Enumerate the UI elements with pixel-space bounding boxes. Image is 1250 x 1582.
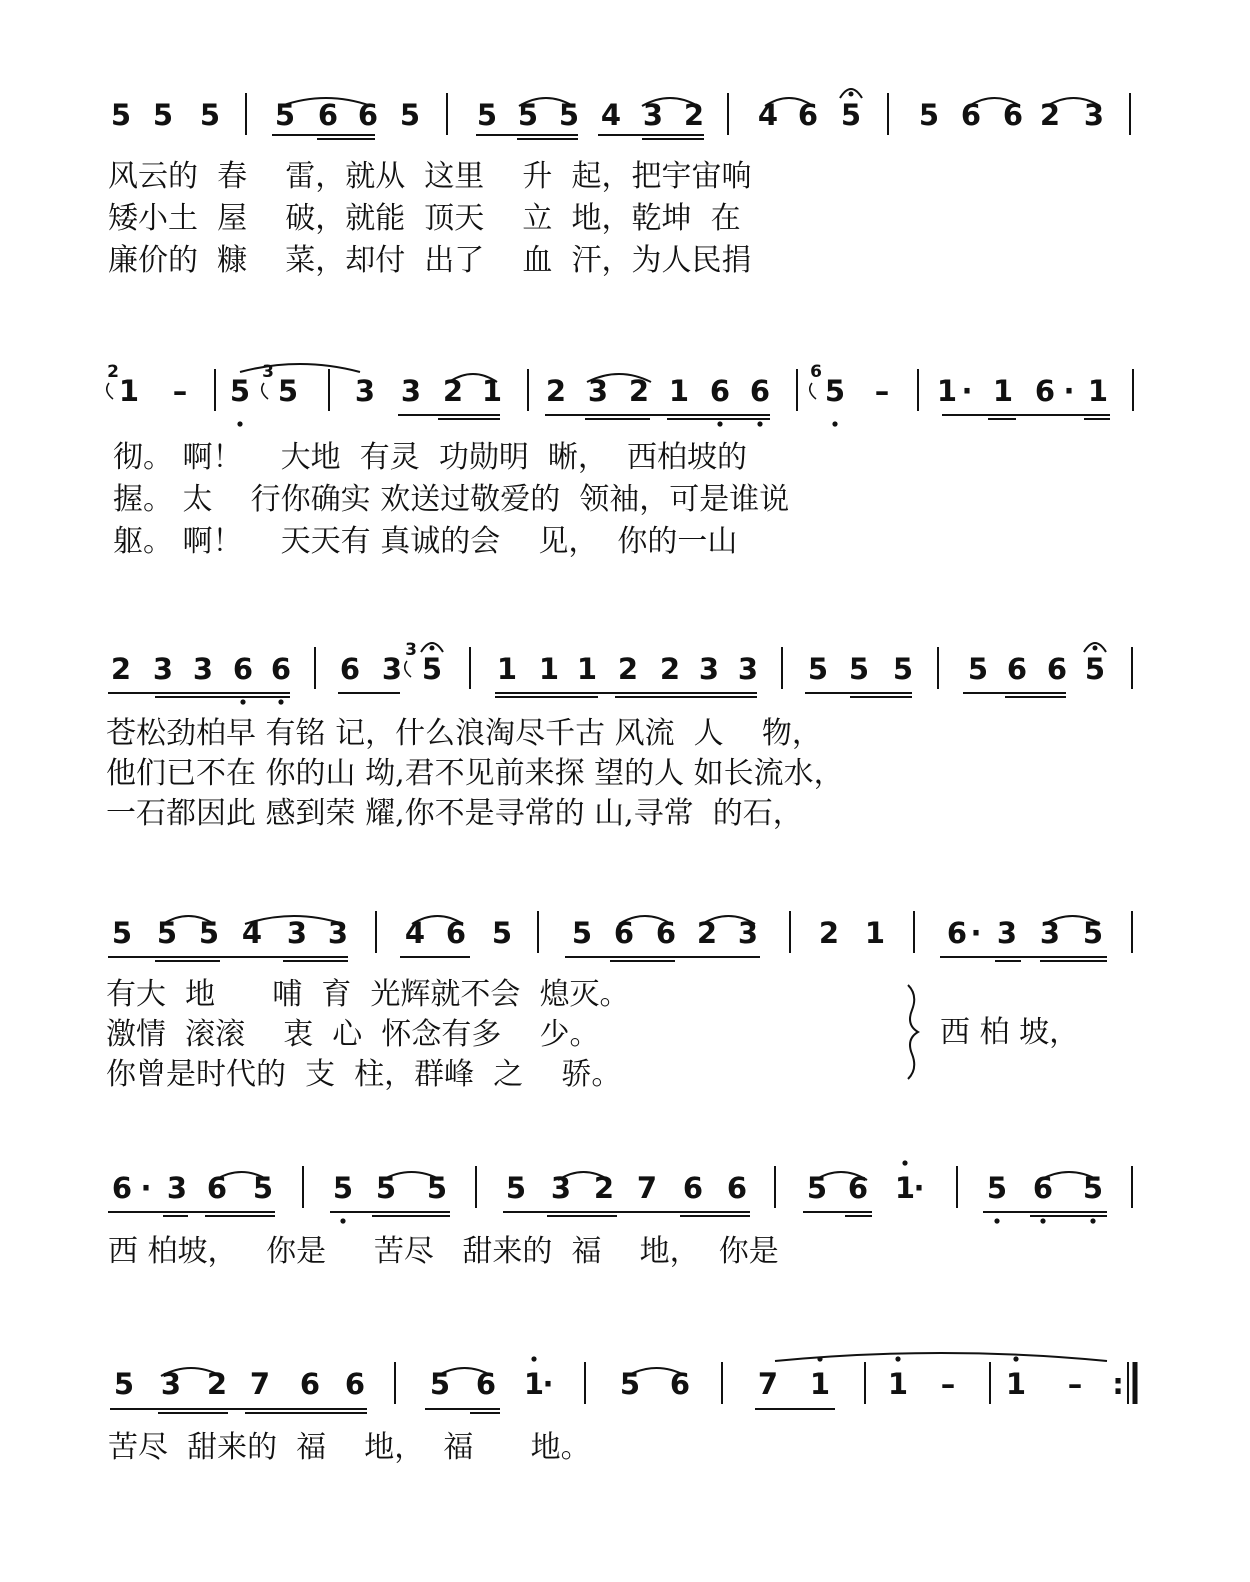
note-digit: 3: [400, 374, 422, 408]
grace-note: 3: [405, 640, 417, 660]
note-digit: 2: [206, 1367, 228, 1401]
note-digit: 6: [709, 374, 731, 408]
note-digit: 2: [617, 652, 639, 686]
note-digit: 6: [445, 916, 467, 950]
note-digit: 5: [807, 652, 829, 686]
note-digit: 6: [613, 916, 635, 950]
lyric-line: 他们已不在 你的山 坳,君不见前来探 望的人 如长流水，: [106, 756, 844, 791]
note-digit: 6: [655, 916, 677, 950]
note-digit: 1: [481, 374, 503, 408]
note-digit: 2: [683, 98, 705, 132]
note-digit: 6: [1002, 98, 1024, 132]
note-digit: 2: [110, 652, 132, 686]
note-digit: 5: [1082, 916, 1104, 950]
note-digit: 6: [946, 916, 968, 950]
note-digit: 2: [593, 1171, 615, 1205]
note-digit: 2: [545, 374, 567, 408]
note-digit: 6: [270, 652, 292, 686]
note-digit: 3: [698, 652, 720, 686]
note-digit: 5: [824, 374, 846, 408]
note-digit: 1: [894, 1171, 916, 1205]
note-digit: 1: [1087, 374, 1109, 408]
note-digit: 3: [354, 374, 376, 408]
lyric-line: 激情 滚滚 衷 心 怀念有多 少。: [106, 1017, 600, 1052]
augmentation-dot: ·: [970, 916, 982, 950]
note-digit: 5: [277, 374, 299, 408]
fermata-dot: [430, 646, 435, 651]
lyric-line: 躯。 啊！ 天天有 真诚的会 见， 你的一山: [113, 524, 738, 559]
side-lyric: 西 柏 坡，: [940, 1015, 1080, 1050]
note-digit: 5: [426, 1171, 448, 1205]
fermata-dot: [849, 92, 854, 97]
note-digit: 6: [1034, 374, 1056, 408]
note-digit: 6: [232, 652, 254, 686]
note-digit: 5: [429, 1367, 451, 1401]
note-digit: 6: [682, 1171, 704, 1205]
note-digit: 2: [628, 374, 650, 408]
note-digit: 1: [887, 1367, 909, 1401]
note-digit: 5: [476, 98, 498, 132]
lyric-line: 彻。 啊！ 大地 有灵 功勋明 晰， 西柏坡的: [113, 440, 747, 475]
note-digit: 6: [726, 1171, 748, 1205]
low-octave-dot: [340, 1218, 345, 1223]
note-digit: 2: [442, 374, 464, 408]
note-digit: 5: [517, 98, 539, 132]
dash-note: –: [1067, 1367, 1083, 1401]
slur: [240, 364, 360, 372]
note-digit: 5: [986, 1171, 1008, 1205]
dash-note: –: [172, 374, 188, 408]
note-digit: 5: [152, 98, 174, 132]
note-digit: 4: [404, 916, 426, 950]
note-digit: 3: [1083, 98, 1105, 132]
low-octave-dot: [717, 421, 722, 426]
note-digit: 5: [399, 98, 421, 132]
augmentation-dot: ·: [542, 1367, 554, 1401]
low-octave-dot: [757, 421, 762, 426]
high-octave-dot: [902, 1160, 907, 1165]
fermata-dot: [1093, 646, 1098, 651]
grace-note: 2: [107, 362, 119, 382]
high-octave-dot: [817, 1356, 822, 1361]
note-digit: 5: [558, 98, 580, 132]
note-digit: 3: [1039, 916, 1061, 950]
dash-note: –: [874, 374, 890, 408]
grace-slur: [405, 661, 411, 677]
note-digit: 6: [206, 1171, 228, 1205]
note-digit: 5: [892, 652, 914, 686]
note-digit: 6: [847, 1171, 869, 1205]
note-digit: 5: [491, 916, 513, 950]
note-digit: 5: [113, 1367, 135, 1401]
low-octave-dot: [1090, 1218, 1095, 1223]
note-digit: 6: [111, 1171, 133, 1205]
low-octave-dot: [240, 699, 245, 704]
note-digit: 6: [1046, 652, 1068, 686]
lyric-line: 西 柏坡， 你是 苦尽 甜来的 福 地， 你是: [108, 1234, 779, 1269]
lyric-line: 矮小土 屋 破，就能 顶天 立 地，乾坤 在: [108, 201, 741, 236]
grace-note: 3: [262, 362, 274, 382]
note-digit: 3: [192, 652, 214, 686]
augmentation-dot: ·: [913, 1171, 925, 1205]
note-digit: 3: [152, 652, 174, 686]
note-digit: 7: [757, 1367, 779, 1401]
note-digit: 5: [199, 98, 221, 132]
note-digit: 1: [809, 1367, 831, 1401]
note-digit: 6: [749, 374, 771, 408]
note-digit: 1: [496, 652, 518, 686]
note-digit: 5: [1082, 1171, 1104, 1205]
dash-note: –: [940, 1367, 956, 1401]
note-digit: 5: [421, 652, 443, 686]
note-digit: 5: [505, 1171, 527, 1205]
note-digit: 3: [587, 374, 609, 408]
note-digit: 1: [864, 916, 886, 950]
note-digit: 6: [344, 1367, 366, 1401]
note-digit: 5: [156, 916, 178, 950]
note-digit: 2: [1039, 98, 1061, 132]
note-digit: 4: [600, 98, 622, 132]
note-digit: 1: [668, 374, 690, 408]
high-octave-dot: [1013, 1356, 1018, 1361]
note-digit: 3: [160, 1367, 182, 1401]
note-digit: 5: [840, 98, 862, 132]
note-digit: 6: [960, 98, 982, 132]
grace-slur: [810, 383, 816, 399]
note-digit: 1: [538, 652, 560, 686]
note-digit: 1: [523, 1367, 545, 1401]
note-digit: 1: [1005, 1367, 1027, 1401]
low-octave-dot: [278, 699, 283, 704]
high-octave-dot: [895, 1356, 900, 1361]
note-digit: 5: [571, 916, 593, 950]
note-digit: 1: [936, 374, 958, 408]
note-digit: 6: [797, 98, 819, 132]
note-digit: 3: [550, 1171, 572, 1205]
note-digit: 1: [118, 374, 140, 408]
note-digit: 5: [274, 98, 296, 132]
low-octave-dot: [994, 1218, 999, 1223]
note-digit: 3: [381, 652, 403, 686]
lyric-line: 风云的 春 雷，就从 这里 升 起，把宇宙响: [108, 159, 752, 194]
grace-slur: [262, 383, 268, 399]
lyric-line: 苍松劲柏早 有铭 记，什么浪淘尽千古 风流 人 物，: [106, 716, 822, 751]
note-digit: 6: [1032, 1171, 1054, 1205]
note-digit: 6: [357, 98, 379, 132]
note-digit: 5: [1084, 652, 1106, 686]
augmentation-dot: ·: [140, 1171, 152, 1205]
note-digit: 7: [636, 1171, 658, 1205]
note-digit: 3: [737, 916, 759, 950]
note-digit: 1: [992, 374, 1014, 408]
grace-note: 6: [810, 362, 822, 382]
note-digit: 2: [696, 916, 718, 950]
low-octave-dot: [1040, 1218, 1045, 1223]
note-digit: 4: [241, 916, 263, 950]
grace-slur: [107, 383, 113, 399]
note-digit: 3: [996, 916, 1018, 950]
note-digit: 5: [619, 1367, 641, 1401]
note-digit: 6: [669, 1367, 691, 1401]
lyric-line: 你曾是时代的 支 柱，群峰 之 骄。: [106, 1057, 622, 1092]
note-digit: 1: [576, 652, 598, 686]
note-digit: 5: [375, 1171, 397, 1205]
lyric-line: 苦尽 甜来的 福 地， 福 地。: [108, 1430, 591, 1465]
note-digit: 7: [249, 1367, 271, 1401]
note-digit: 3: [166, 1171, 188, 1205]
note-digit: 2: [659, 652, 681, 686]
high-octave-dot: [531, 1356, 536, 1361]
note-digit: 6: [339, 652, 361, 686]
lyric-line: 有大 地 哺 育 光辉就不会 熄灭。: [106, 977, 630, 1012]
note-digit: 5: [918, 98, 940, 132]
augmentation-dot: ·: [961, 374, 973, 408]
note-digit: 5: [198, 916, 220, 950]
brace: [908, 985, 918, 1079]
low-octave-dot: [237, 421, 242, 426]
note-digit: 5: [229, 374, 251, 408]
lyric-line: 握。 太 行你确实 欢送过敬爱的 领袖，可是谁说: [113, 482, 790, 517]
note-digit: 3: [327, 916, 349, 950]
note-digit: 5: [110, 98, 132, 132]
note-digit: 5: [967, 652, 989, 686]
note-digit: 3: [737, 652, 759, 686]
note-digit: 5: [332, 1171, 354, 1205]
augmentation-dot: ·: [1063, 374, 1075, 408]
lyric-line: 廉价的 糠 菜，却付 出了 血 汗，为人民捐: [108, 243, 752, 278]
low-octave-dot: [832, 421, 837, 426]
note-digit: 3: [642, 98, 664, 132]
note-digit: 5: [111, 916, 133, 950]
note-digit: 6: [299, 1367, 321, 1401]
note-digit: 2: [818, 916, 840, 950]
note-digit: 6: [1006, 652, 1028, 686]
note-digit: 3: [286, 916, 308, 950]
note-digit: 4: [757, 98, 779, 132]
note-digit: 5: [806, 1171, 828, 1205]
note-digit: 5: [848, 652, 870, 686]
note-digit: 6: [317, 98, 339, 132]
lyric-line: 一石都因此 感到荣 耀,你不是寻常的 山,寻常 的石，: [106, 796, 803, 831]
repeat-end: :: [1112, 1367, 1124, 1401]
slur: [775, 1353, 1107, 1361]
note-digit: 6: [475, 1367, 497, 1401]
note-digit: 5: [252, 1171, 274, 1205]
